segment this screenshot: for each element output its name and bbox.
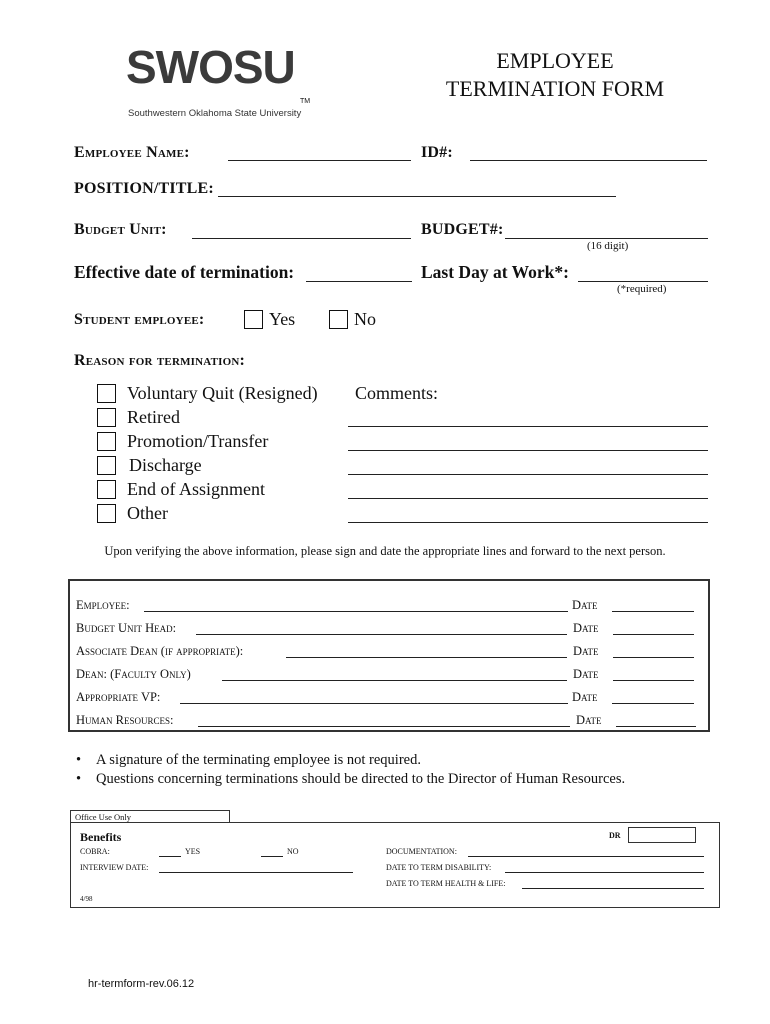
signature-box xyxy=(68,579,710,732)
date-label: Date xyxy=(573,667,599,681)
dr-label: DR xyxy=(609,831,621,840)
note-2-text: Questions concerning terminations should be directed to the Director of Human Resources. xyxy=(96,771,626,787)
signature-line[interactable] xyxy=(144,611,568,612)
date-label: Date xyxy=(573,644,599,658)
comments-line-4[interactable] xyxy=(348,498,708,499)
cobra-no-line[interactable] xyxy=(261,856,283,857)
signature-label: Appropriate VP: xyxy=(76,690,161,704)
date-disability-label: DATE TO TERM DISABILITY: xyxy=(386,863,492,872)
note-1 xyxy=(76,752,421,769)
date-line[interactable] xyxy=(613,634,694,635)
student-no-label: No xyxy=(354,309,376,329)
budget-number-field[interactable] xyxy=(505,238,708,239)
reason-option-voluntary: Voluntary Quit (Resigned) xyxy=(127,383,318,403)
effective-date-field[interactable] xyxy=(306,281,412,282)
dr-field[interactable] xyxy=(628,827,696,843)
last-day-note: (*required) xyxy=(617,283,667,295)
logo-trademark: TM xyxy=(300,98,311,105)
effective-date-label: Effective date of termination: xyxy=(74,262,295,282)
comments-line-5[interactable] xyxy=(348,522,708,523)
cobra-label: COBRA: xyxy=(80,847,110,856)
form-title xyxy=(430,47,680,103)
comments-line-1[interactable] xyxy=(348,426,708,427)
comments-line-3[interactable] xyxy=(348,474,708,475)
position-title-label: POSITION/TITLE: xyxy=(74,180,214,197)
student-yes-label: Yes xyxy=(269,309,296,329)
signature-label: Budget Unit Head: xyxy=(76,621,177,635)
last-day-field[interactable] xyxy=(578,281,708,282)
reason-checkbox-discharge[interactable] xyxy=(97,456,116,475)
interview-date-line[interactable] xyxy=(159,872,353,873)
date-line[interactable] xyxy=(616,726,696,727)
signature-row-hr xyxy=(76,713,702,731)
office-use-box xyxy=(70,822,720,908)
reason-checkbox-end-assignment[interactable] xyxy=(97,480,116,499)
signature-line[interactable] xyxy=(180,703,568,704)
cobra-no-label: NO xyxy=(287,847,299,856)
comments-label: Comments: xyxy=(355,383,439,403)
budget-number-label: BUDGET#: xyxy=(421,221,504,238)
date-label: Date xyxy=(576,713,602,727)
date-line[interactable] xyxy=(613,657,694,658)
signature-line[interactable] xyxy=(196,634,567,635)
date-disability-line[interactable] xyxy=(505,872,704,873)
employee-name-label: Employee Name: xyxy=(74,144,190,161)
bullet-icon: • xyxy=(76,752,82,768)
student-no-checkbox[interactable] xyxy=(329,310,348,329)
documentation-label: DOCUMENTATION: xyxy=(386,847,457,856)
date-line[interactable] xyxy=(612,703,694,704)
benefits-heading: Benefits xyxy=(80,830,122,844)
signature-row-employee xyxy=(76,598,702,616)
signature-label: Employee: xyxy=(76,598,130,612)
form-title-line1: EMPLOYEE xyxy=(496,48,614,73)
date-line[interactable] xyxy=(612,611,694,612)
student-employee-label: Student employee: xyxy=(74,311,205,328)
date-health-line[interactable] xyxy=(522,888,704,889)
budget-unit-label: Budget Unit: xyxy=(74,221,167,238)
id-label: ID#: xyxy=(421,144,453,161)
signature-row-dean xyxy=(76,667,702,685)
reason-checkbox-voluntary[interactable] xyxy=(97,384,116,403)
bullet-icon: • xyxy=(76,771,82,787)
reason-heading: Reason for termination: xyxy=(74,352,246,369)
documentation-line[interactable] xyxy=(468,856,704,857)
date-health-label: DATE TO TERM HEALTH & LIFE: xyxy=(386,879,506,888)
note-1-text: A signature of the terminating employee is not required. xyxy=(96,752,421,768)
signature-line[interactable] xyxy=(198,726,570,727)
swosu-logo xyxy=(126,41,316,122)
reason-option-end-assignment: End of Assignment xyxy=(127,479,265,499)
budget-unit-field[interactable] xyxy=(192,238,411,239)
signature-label: Dean: (Faculty Only) xyxy=(76,667,191,681)
signature-row-associate-dean xyxy=(76,644,702,662)
last-day-label: Last Day at Work*: xyxy=(421,262,569,282)
student-yes-checkbox[interactable] xyxy=(244,310,263,329)
reason-checkbox-other[interactable] xyxy=(97,504,116,523)
position-title-field[interactable] xyxy=(218,196,616,197)
reason-option-discharge: Discharge xyxy=(129,455,202,475)
signature-label: Human Resources: xyxy=(76,713,174,727)
logo-subtitle: Southwestern Oklahoma State University xyxy=(128,108,302,119)
date-line[interactable] xyxy=(613,680,694,681)
comments-line-2[interactable] xyxy=(348,450,708,451)
form-title-line2: TERMINATION FORM xyxy=(445,76,665,101)
logo-wordmark: SWOSU xyxy=(126,41,295,93)
signature-label: Associate Dean (if appropriate): xyxy=(76,644,244,658)
id-field[interactable] xyxy=(470,160,707,161)
reason-checkbox-retired[interactable] xyxy=(97,408,116,427)
reason-option-other: Other xyxy=(127,503,168,523)
office-use-tab: Office Use Only xyxy=(70,810,230,823)
employee-name-field[interactable] xyxy=(228,160,411,161)
signature-line[interactable] xyxy=(222,680,567,681)
cobra-yes-label: YES xyxy=(185,847,201,856)
instruction-text: Upon verifying the above information, please sign and date the appropriate lines and forward to the next person. xyxy=(104,544,666,558)
note-2 xyxy=(76,771,626,788)
signature-line[interactable] xyxy=(286,657,567,658)
signature-row-budget-head xyxy=(76,621,702,639)
cobra-yes-line[interactable] xyxy=(159,856,181,857)
version-label: 4/98 xyxy=(80,895,93,903)
budget-number-note: (16 digit) xyxy=(587,240,629,252)
reason-option-retired: Retired xyxy=(127,407,180,427)
footer-revision: hr-termform-rev.06.12 xyxy=(88,978,195,990)
reason-checkbox-promotion[interactable] xyxy=(97,432,116,451)
interview-date-label: INTERVIEW DATE: xyxy=(80,863,149,872)
date-label: Date xyxy=(572,598,598,612)
date-label: Date xyxy=(572,690,598,704)
signature-row-vp xyxy=(76,690,702,708)
date-label: Date xyxy=(573,621,599,635)
reason-option-promotion: Promotion/Transfer xyxy=(127,431,269,451)
